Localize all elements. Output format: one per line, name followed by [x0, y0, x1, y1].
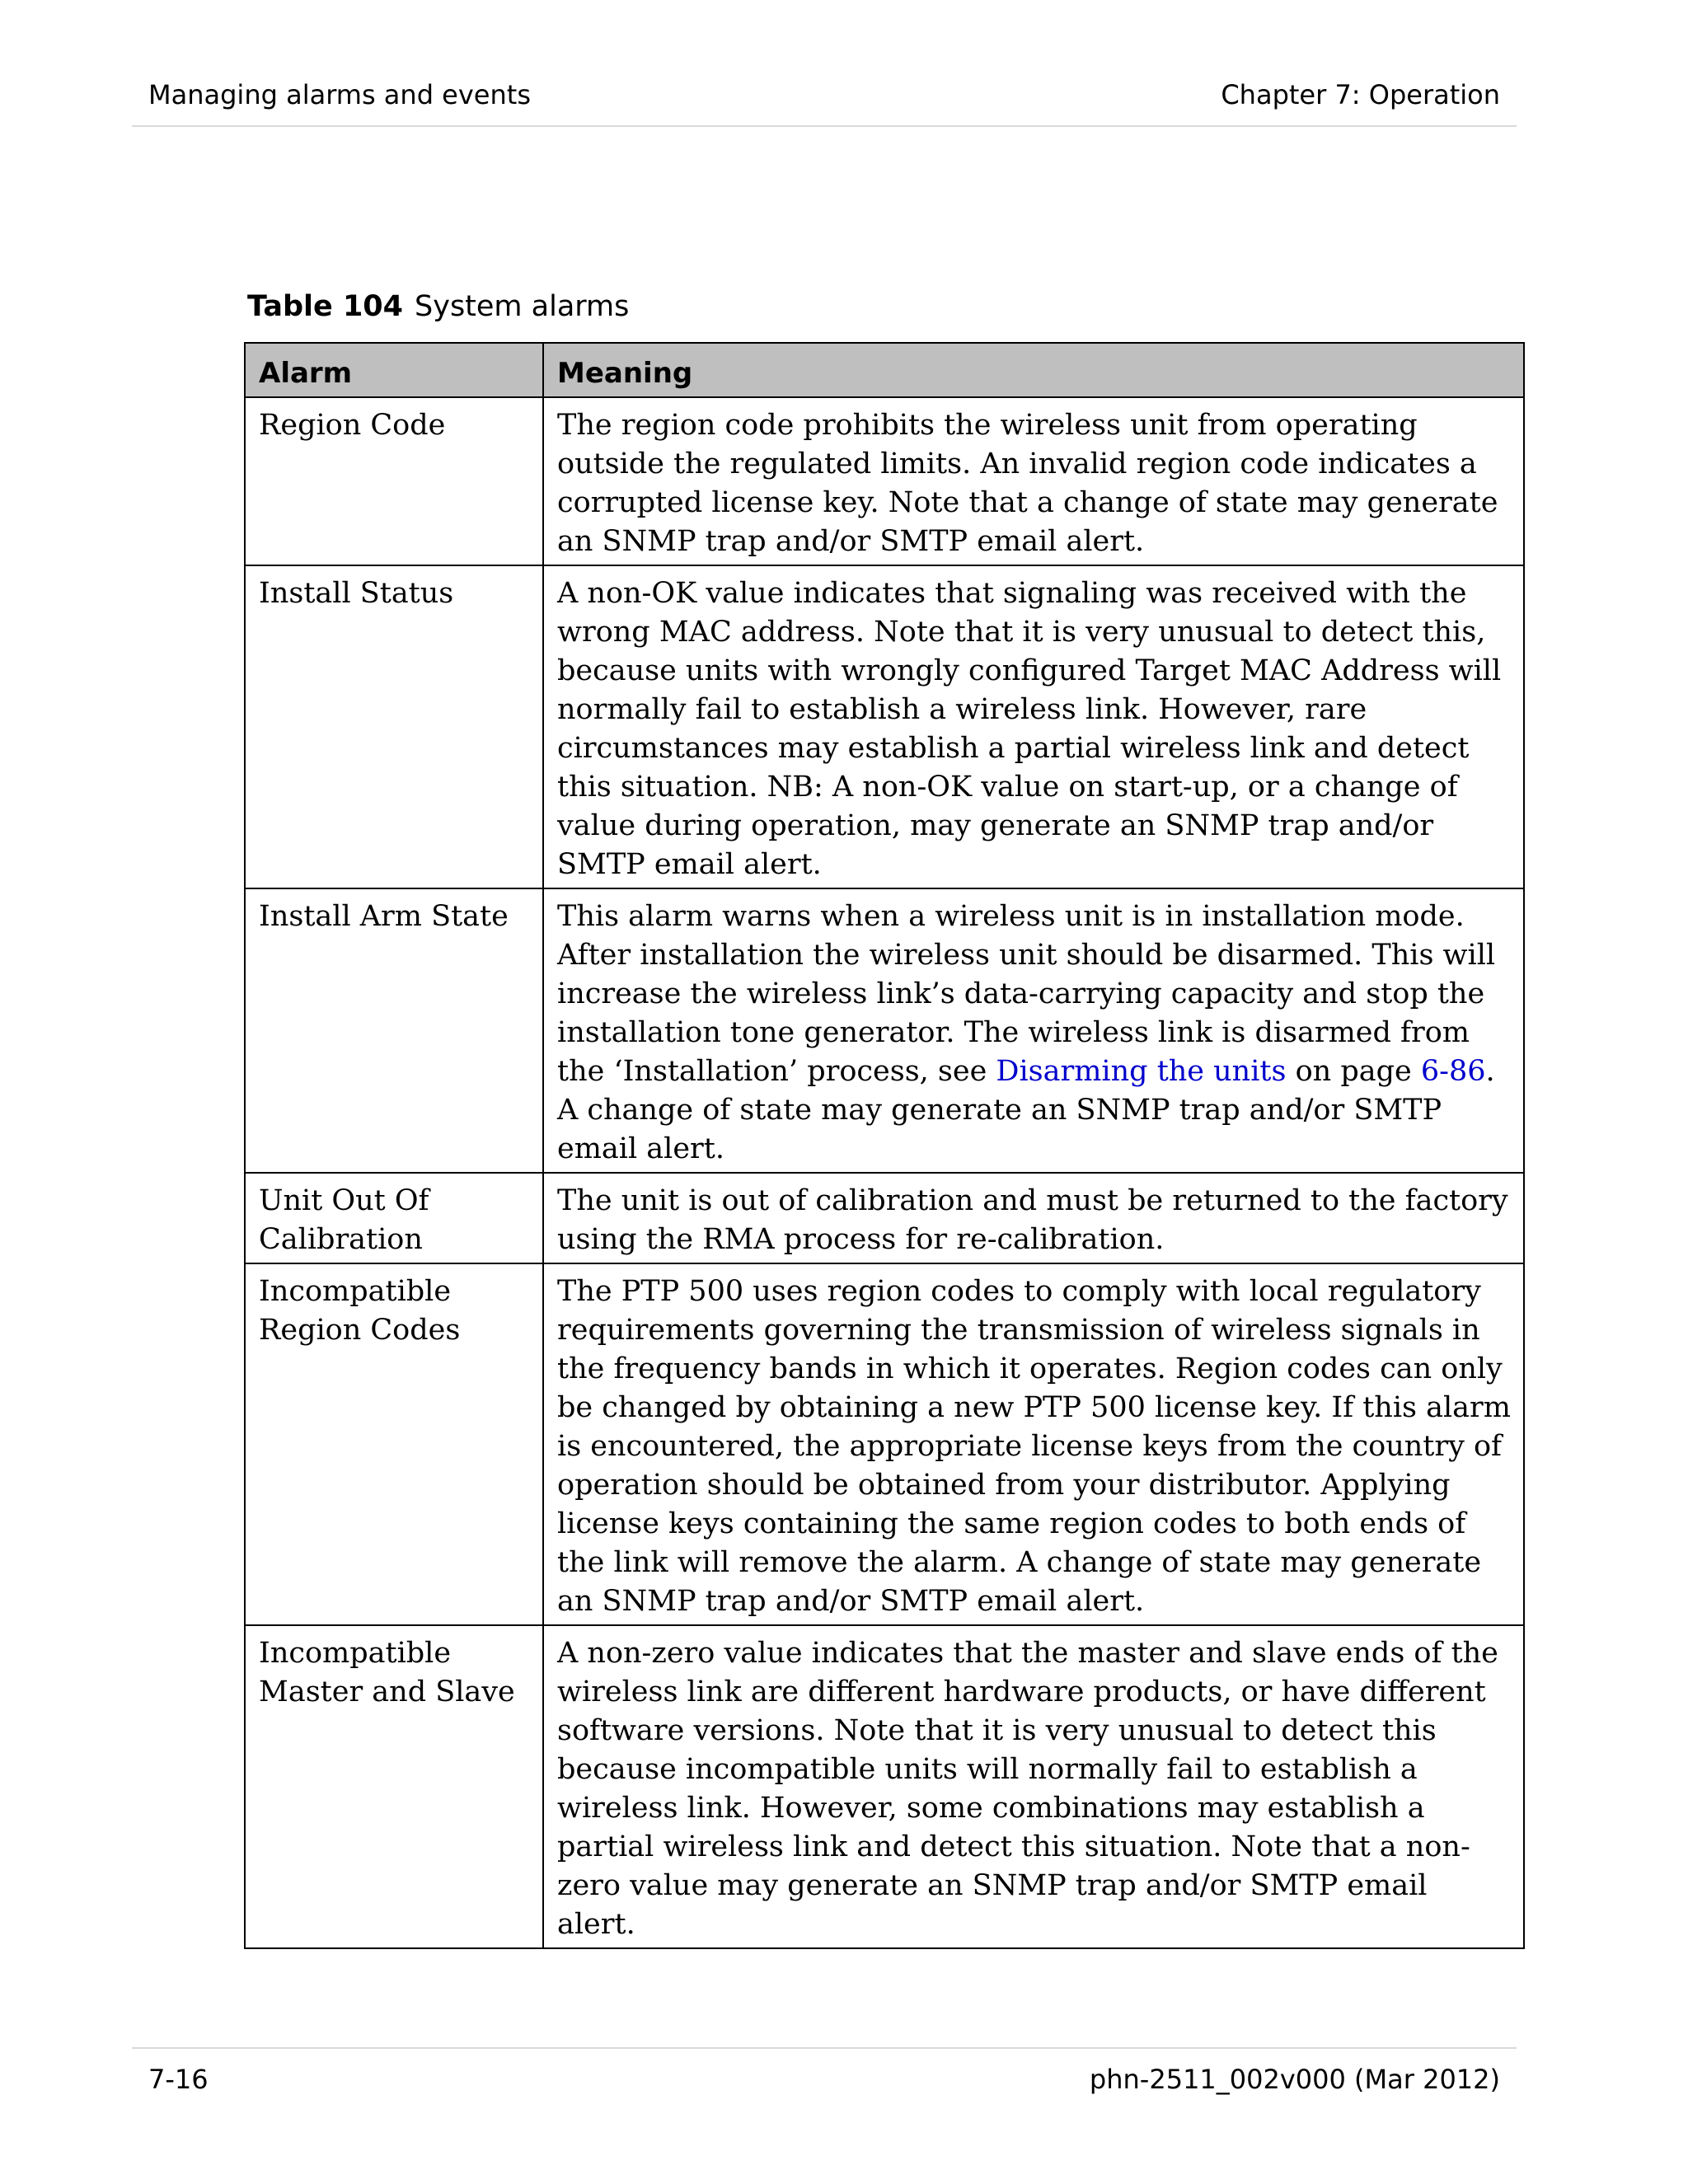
document-id: phn-2511_002v000 (Mar 2012)	[1089, 2064, 1500, 2095]
alarm-meaning-cell	[543, 888, 1524, 1173]
table-row	[245, 565, 1524, 888]
alarm-name-cell: Install Arm State	[245, 888, 543, 1173]
alarm-name-cell: Incompatible Master and Slave	[245, 1625, 543, 1948]
alarm-name-cell: Incompatible Region Codes	[245, 1263, 543, 1625]
alarm-name-cell: Unit Out Of Calibration	[245, 1173, 543, 1263]
meaning-text: This alarm warns when a wireless unit is in installation mode. After installation the wireless unit should be disarmed. This will increase the wireless link’s data-carrying capacity and stop the installation tone generator. The wireless link is disarmed from the ‘Installation’ process, see	[557, 900, 1496, 1088]
alarm-name-cell: Region Code	[245, 397, 543, 565]
table-caption-title: System alarms	[415, 290, 630, 323]
page-footer	[132, 2047, 1517, 2095]
meaning-text: on page	[1286, 1055, 1421, 1088]
column-header-meaning: Meaning	[543, 343, 1524, 397]
alarm-name-cell: Install Status	[245, 565, 543, 888]
alarm-meaning-cell: The unit is out of calibration and must be returned to the factory using the RMA process for re-calibration.	[543, 1173, 1524, 1263]
table-caption-number: Table 104	[247, 290, 404, 323]
page-header	[132, 76, 1517, 127]
header-section-title: Managing alarms and events	[148, 79, 531, 110]
alarm-meaning-cell: A non-zero value indicates that the master and slave ends of the wireless link are different hardware products, or have different software versions. Note that it is very unusual to detect this because incompatible units will normally fail to establish a wireless link. However, some combinations may establish a partial wireless link and detect this situation. Note that a non-zero value may generate an SNMP trap and/or SMTP email alert.	[543, 1625, 1524, 1948]
table-row	[245, 397, 1524, 565]
alarm-meaning-cell: A non-OK value indicates that signaling was received with the wrong MAC address. Note that it is very unusual to detect this, because units with wrongly configured Target MAC Address will normally fail to establish a wireless link. However, rare circumstances may establish a partial wireless link and detect this situation. NB: A non-OK value on start-up, or a change of value during operation, may generate an SNMP trap and/or SMTP email alert.	[543, 565, 1524, 888]
column-header-alarm: Alarm	[245, 343, 543, 397]
alarm-meaning-cell: The PTP 500 uses region codes to comply with local regulatory requirements governing the transmission of wireless signals in the frequency bands in which it operates. Region codes can only be changed by obtaining a new PTP 500 license key. If this alarm is encountered, the appropriate license keys from the country of operation should be obtained from your distributor. Applying license keys containing the same region codes to both ends of the link will remove the alarm. A change of state may generate an SNMP trap and/or SMTP email alert.	[543, 1263, 1524, 1625]
disarming-units-link[interactable]: Disarming the units	[996, 1055, 1287, 1088]
page-number: 7-16	[148, 2064, 209, 2095]
header-chapter-title: Chapter 7: Operation	[1221, 79, 1500, 110]
table-row	[245, 1625, 1524, 1948]
table-header-row	[245, 343, 1524, 397]
page-reference-link[interactable]: 6-86	[1420, 1055, 1486, 1088]
table-row	[245, 1263, 1524, 1625]
system-alarms-table	[244, 342, 1525, 1949]
alarm-meaning-cell: The region code prohibits the wireless unit from operating outside the regulated limits. An invalid region code indicates a corrupted license key. Note that a change of state may generate an SNMP trap and/or SMTP email alert.	[543, 397, 1524, 565]
table-row	[245, 1173, 1524, 1263]
table-row	[245, 888, 1524, 1173]
table-caption	[247, 290, 629, 323]
meaning-text: . A change of state may generate an SNMP trap and/or SMTP email alert.	[557, 1055, 1495, 1165]
